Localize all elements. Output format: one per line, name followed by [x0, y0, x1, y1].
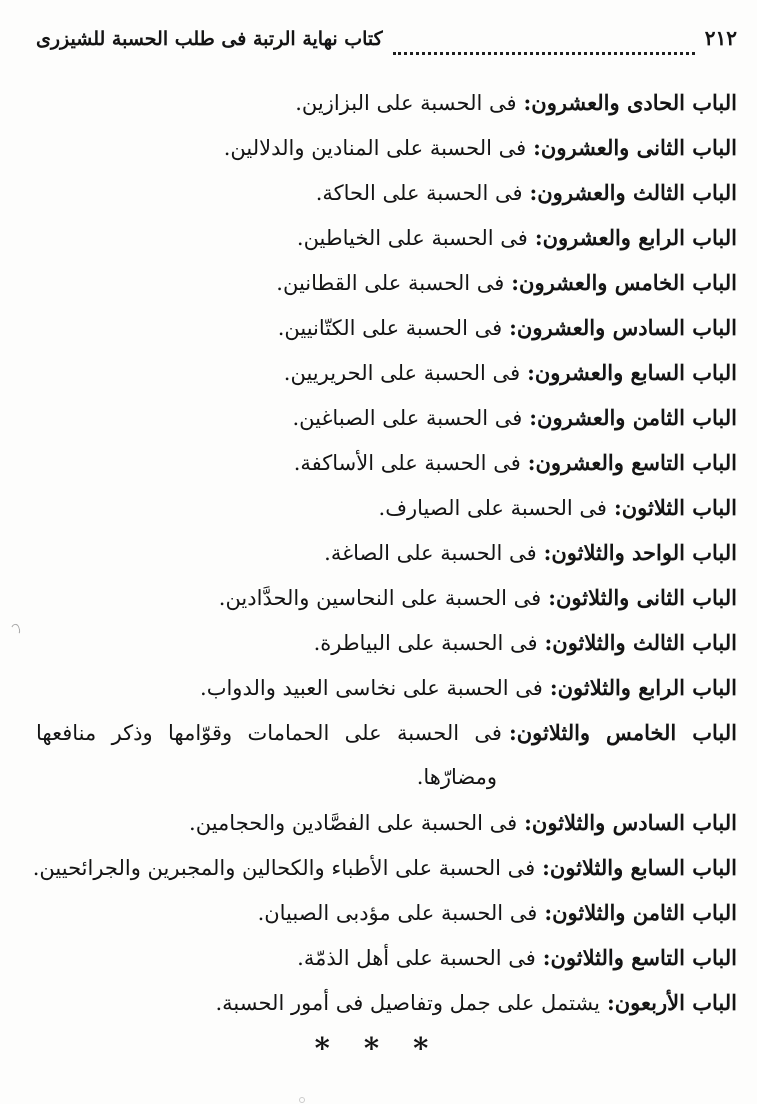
toc-entry: [36, 440, 737, 485]
chapter-description: فى الحسبة على الصاغة.: [324, 541, 537, 565]
toc-entry-line: [32, 845, 737, 890]
toc-entry: [36, 980, 737, 1025]
chapter-description: فى الحسبة على القطانين.: [276, 271, 505, 295]
chapter-label: الباب الثامن والعشرون:: [529, 405, 737, 430]
toc-entry-line: [36, 710, 737, 755]
chapter-label: الباب الواحد والثلاثون:: [543, 540, 737, 565]
chapter-description: فى الحسبة على البزازين.: [295, 91, 517, 115]
chapter-label: الباب السابع والعشرون:: [527, 360, 737, 385]
toc-entry-line: [36, 485, 737, 530]
toc-entry: [36, 620, 737, 665]
toc-entry-line: [36, 530, 737, 575]
chapter-description: فى الحسبة على الصيارف.: [378, 496, 607, 520]
chapter-list: [32, 80, 737, 1025]
running-head-title: كتاب نهاية الرتبة فى طلب الحسبة للشيزرى: [36, 28, 383, 50]
chapter-description: فى الحسبة على المنادين والدلالين.: [223, 136, 527, 160]
running-header: [36, 26, 737, 64]
chapter-label: الباب الثالث والعشرون:: [529, 180, 737, 205]
chapter-description: فى الحسبة على النحاسين والحدَّادين.: [218, 586, 542, 610]
chapter-description: فى الحسبة على نخاسى العبيد والدواب.: [200, 676, 543, 700]
toc-entry-line: [36, 215, 737, 260]
toc-entry-line: [36, 620, 737, 665]
page-number: ٢١٢: [704, 26, 737, 50]
toc-entry: [36, 305, 737, 350]
toc-entry: [36, 485, 737, 530]
chapter-description: فى الحسبة على الكتّانيين.: [277, 316, 503, 340]
toc-entry: [36, 575, 737, 620]
toc-entry: [36, 125, 737, 170]
chapter-label: الباب السادس والثلاثون:: [524, 810, 737, 835]
toc-entry-line: [36, 125, 737, 170]
chapter-description: فى الحسبة على مؤدبى الصبيان.: [257, 901, 538, 925]
chapter-label: الباب الثلاثون:: [613, 495, 737, 520]
toc-entry-line: [36, 980, 737, 1025]
toc-entry-line: [36, 800, 737, 845]
chapter-description: فى الحسبة على الأطباء والكحالين والمجبرين والجرائحيين.: [32, 856, 536, 880]
chapter-label: الباب الثالث والثلاثون:: [544, 630, 737, 655]
toc-entry-line: [36, 350, 737, 395]
chapter-description: فى الحسبة على الحمامات وقوّامها وذكر منافعها: [36, 721, 502, 745]
chapter-label: الباب التاسع والثلاثون:: [542, 945, 737, 970]
chapter-label: الباب السادس والعشرون:: [509, 315, 737, 340]
scan-speck: [9, 623, 21, 637]
chapter-description: فى الحسبة على الفصَّادين والحجامين.: [189, 811, 518, 835]
dotted-leader: [393, 52, 695, 55]
toc-entry: [36, 665, 737, 710]
toc-entry: [36, 530, 737, 575]
toc-entry-line: [36, 575, 737, 620]
toc-entry: [36, 710, 737, 800]
toc-entry: [36, 890, 737, 935]
toc-entry-line: [36, 260, 737, 305]
chapter-label: الباب السابع والثلاثون:: [542, 855, 737, 880]
toc-entry: [36, 800, 737, 845]
toc-entry-line: [36, 305, 737, 350]
chapter-label: الباب التاسع والعشرون:: [527, 450, 737, 475]
toc-entry-line: [36, 665, 737, 710]
toc-entry-continuation: ومضارّها.: [416, 765, 497, 789]
toc-entry: [32, 845, 737, 890]
chapter-description: فى الحسبة على البياطرة.: [313, 631, 538, 655]
chapter-label: الباب الحادى والعشرون:: [523, 90, 737, 115]
chapter-description: فى الحسبة على الخياطين.: [296, 226, 528, 250]
toc-entry-line: [36, 440, 737, 485]
chapter-description: يشتمل على جمل وتفاصيل فى أمور الحسبة.: [215, 991, 600, 1015]
chapter-description: فى الحسبة على الحاكة.: [315, 181, 523, 205]
toc-entry: [36, 80, 737, 125]
toc-entry: [36, 215, 737, 260]
toc-entry-line: [36, 935, 737, 980]
chapter-label: الباب الخامس والعشرون:: [511, 270, 737, 295]
chapter-label: الباب الرابع والثلاثون:: [549, 675, 737, 700]
toc-entry-line: [36, 890, 737, 935]
toc-entry: [36, 350, 737, 395]
toc-entry: [36, 260, 737, 305]
chapter-label: الباب الثانى والثلاثون:: [548, 585, 737, 610]
toc-entry: [36, 395, 737, 440]
chapter-description: فى الحسبة على أهل الذمّة.: [297, 946, 536, 970]
toc-entry-line: [36, 395, 737, 440]
toc-entry-line: [36, 170, 737, 215]
chapter-description: فى الحسبة على الأساكفة.: [293, 451, 521, 475]
chapter-label: الباب الثانى والعشرون:: [533, 135, 737, 160]
chapter-label: الباب الثامن والثلاثون:: [544, 900, 737, 925]
chapter-description: فى الحسبة على الصباغين.: [292, 406, 523, 430]
chapter-label: الباب الخامس والثلاثون:: [508, 720, 737, 745]
chapter-description: فى الحسبة على الحريريين.: [283, 361, 521, 385]
toc-entry: [36, 935, 737, 980]
scan-speck: [299, 1097, 305, 1103]
toc-entry: [36, 170, 737, 215]
chapter-label: الباب الرابع والعشرون:: [534, 225, 737, 250]
chapter-label: الباب الأربعون:: [607, 990, 737, 1015]
toc-entry-line: [36, 80, 737, 125]
section-separator: * * *: [314, 1031, 429, 1065]
